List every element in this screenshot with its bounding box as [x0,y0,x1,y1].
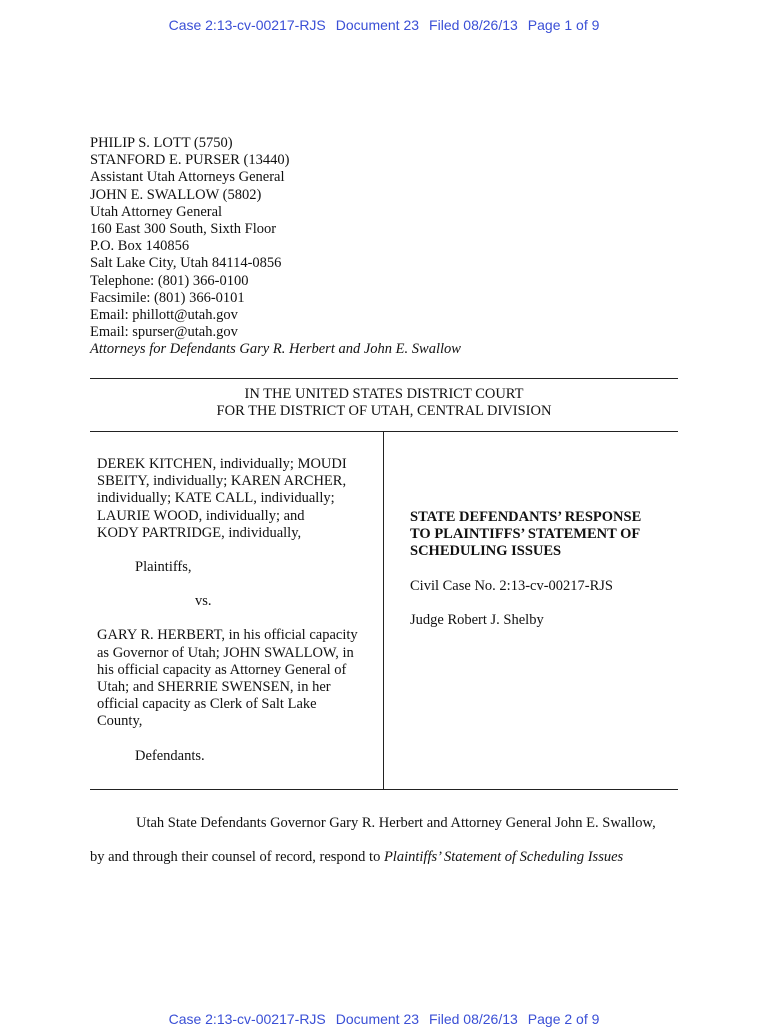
defendants-line: as Governor of Utah; JOHN SWALLOW, in [97,644,354,661]
referenced-document-title: Plaintiffs’ Statement of Scheduling Issues [383,849,624,865]
counsel-email: Email: phillott@utah.gov [90,307,238,324]
next-page-header-stamp [0,1011,768,1027]
plaintiffs-line: LAURIE WOOD, individually; and [97,507,305,524]
civil-case-number: Civil Case No. 2:13-cv-00217-RJS [410,577,613,594]
document-title-line: STATE DEFENDANTS’ RESPONSE [410,509,642,525]
plaintiffs-label: Plaintiffs, [135,559,192,576]
divider [90,431,678,432]
counsel-line: Salt Lake City, Utah 84114-0856 [90,255,282,272]
body-line-1: Utah State Defendants Governor Gary R. Herbert and Attorney General John E. Swallow, [136,815,656,831]
counsel-email: Email: spurser@utah.gov [90,324,238,341]
versus-label: vs. [195,593,212,610]
divider [90,378,678,379]
defendants-label: Defendants. [135,747,205,764]
judge-name: Judge Robert J. Shelby [410,611,544,628]
defendants-line: GARY R. HERBERT, in his official capacity [97,627,358,644]
document-number: Document 23 [335,17,420,33]
case-caption-parties [97,456,379,765]
caption-vertical-divider [383,431,384,789]
plaintiffs-line: KODY PARTRIDGE, individually, [97,524,302,541]
filed-date: Filed 08/26/13 [429,17,518,33]
counsel-line: Utah Attorney General [90,203,223,220]
counsel-line: STANFORD E. PURSER (13440) [90,152,290,169]
counsel-line: JOHN E. SWALLOW (5802) [90,186,262,203]
defendants-line: Utah; and SHERRIE SWENSEN, in her [97,679,331,696]
body-line-2-text: by and through their counsel of record, respond to [90,849,384,865]
page-number: Page 2 of 9 [527,1011,600,1027]
court-line-2: FOR THE DISTRICT OF UTAH, CENTRAL DIVISION [216,403,552,420]
plaintiffs-line: DEREK KITCHEN, individually; MOUDI [97,456,347,472]
document-title-line: TO PLAINTIFFS’ STATEMENT OF [410,526,641,543]
document-title [410,509,672,561]
counsel-facsimile: Facsimile: (801) 366-0101 [90,289,245,306]
document-number: Document 23 [335,1011,420,1027]
case-number: Case 2:13-cv-00217-RJS [168,1011,326,1027]
defendants-line: official capacity as Clerk of Salt Lake [97,696,317,713]
page-header-stamp [0,17,768,33]
court-line-1: IN THE UNITED STATES DISTRICT COURT [244,386,524,402]
counsel-line: P.O. Box 140856 [90,238,190,255]
case-number: Case 2:13-cv-00217-RJS [168,17,326,33]
plaintiffs-line: individually; KATE CALL, individually; [97,490,335,507]
counsel-telephone: Telephone: (801) 366-0100 [90,272,249,289]
counsel-line: PHILIP S. LOTT (5750) [90,135,233,151]
defendants-line: his official capacity as Attorney General of [97,661,347,678]
filed-date: Filed 08/26/13 [429,1011,518,1027]
case-caption-title [410,509,672,629]
page-number: Page 1 of 9 [527,17,600,33]
plaintiffs-list [97,456,379,542]
counsel-line: Assistant Utah Attorneys General [90,169,285,186]
defendants-list [97,627,379,730]
counsel-line: 160 East 300 South, Sixth Floor [90,221,277,238]
document-title-line: SCHEDULING ISSUES [410,543,562,560]
court-heading [90,386,678,420]
divider [90,789,678,790]
counsel-block [90,135,461,359]
plaintiffs-line: SBEITY, individually; KAREN ARCHER, [97,473,347,490]
attorneys-for: Attorneys for Defendants Gary R. Herbert and John E. Swallow [90,341,461,358]
body-paragraph [90,806,680,874]
defendants-line: County, [97,713,143,730]
body-line-2 [90,840,680,874]
